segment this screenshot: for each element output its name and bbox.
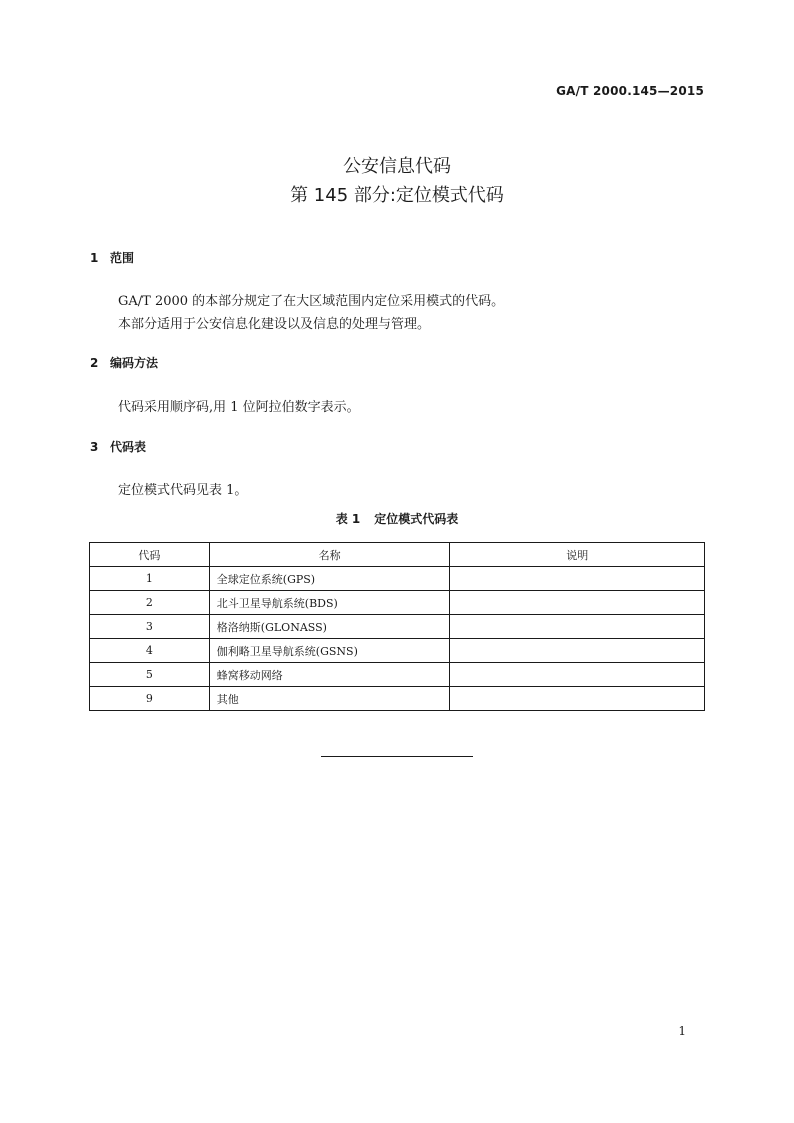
name-cell: 北斗卫星导航系统(BDS) xyxy=(209,591,450,615)
name-cell: 格洛纳斯(GLONASS) xyxy=(209,615,450,639)
table-row xyxy=(90,639,705,663)
name-cell: 全球定位系统(GPS) xyxy=(209,567,450,591)
section-title: 代码表 xyxy=(110,440,147,454)
code-table xyxy=(89,542,705,711)
section-number: 3 xyxy=(90,440,99,454)
name-cell: 伽利略卫星导航系统(GSNS) xyxy=(209,639,450,663)
code-cell: 4 xyxy=(90,639,210,663)
code-cell: 3 xyxy=(90,615,210,639)
document-title: 公安信息代码 xyxy=(343,156,451,177)
column-header-name: 名称 xyxy=(209,543,450,567)
description-cell xyxy=(450,639,705,663)
table-row xyxy=(90,615,705,639)
table-row xyxy=(90,567,705,591)
description-cell xyxy=(450,687,705,711)
description-cell xyxy=(450,567,705,591)
code-cell: 5 xyxy=(90,663,210,687)
name-cell: 蜂窝移动网络 xyxy=(209,663,450,687)
description-cell xyxy=(450,591,705,615)
section-title: 范围 xyxy=(110,251,135,265)
standard-code: GA/T 2000.145—2015 xyxy=(556,84,704,98)
description-cell xyxy=(450,663,705,687)
scope-paragraph-1: GA/T 2000 的本部分规定了在大区域范围内定位采用模式的代码。 xyxy=(118,294,505,309)
section-heading-scope xyxy=(90,249,134,266)
table-caption xyxy=(0,510,794,527)
name-cell: 其他 xyxy=(209,687,450,711)
code-cell: 2 xyxy=(90,591,210,615)
end-of-document-rule xyxy=(321,756,473,757)
table-caption-title: 定位模式代码表 xyxy=(374,512,459,526)
section-title: 编码方法 xyxy=(110,356,159,370)
coding-method-paragraph: 代码采用顺序码,用 1 位阿拉伯数字表示。 xyxy=(118,400,360,415)
code-table-paragraph: 定位模式代码见表 1。 xyxy=(118,483,248,498)
scope-paragraph-2: 本部分适用于公安信息化建设以及信息的处理与管理。 xyxy=(118,317,431,332)
table-caption-label: 表 1 xyxy=(335,512,361,526)
description-cell xyxy=(450,615,705,639)
document-subtitle: 第 145 部分:定位模式代码 xyxy=(290,185,504,206)
code-cell: 9 xyxy=(90,687,210,711)
section-heading-code-table xyxy=(90,438,146,455)
column-header-description: 说明 xyxy=(450,543,705,567)
table-row xyxy=(90,663,705,687)
section-number: 1 xyxy=(90,251,99,265)
section-number: 2 xyxy=(90,356,99,370)
table-row xyxy=(90,591,705,615)
section-heading-coding-method xyxy=(90,354,158,371)
page-number: 1 xyxy=(678,1024,686,1038)
table-header-row xyxy=(90,543,705,567)
column-header-code: 代码 xyxy=(90,543,210,567)
table-row xyxy=(90,687,705,711)
code-cell: 1 xyxy=(90,567,210,591)
